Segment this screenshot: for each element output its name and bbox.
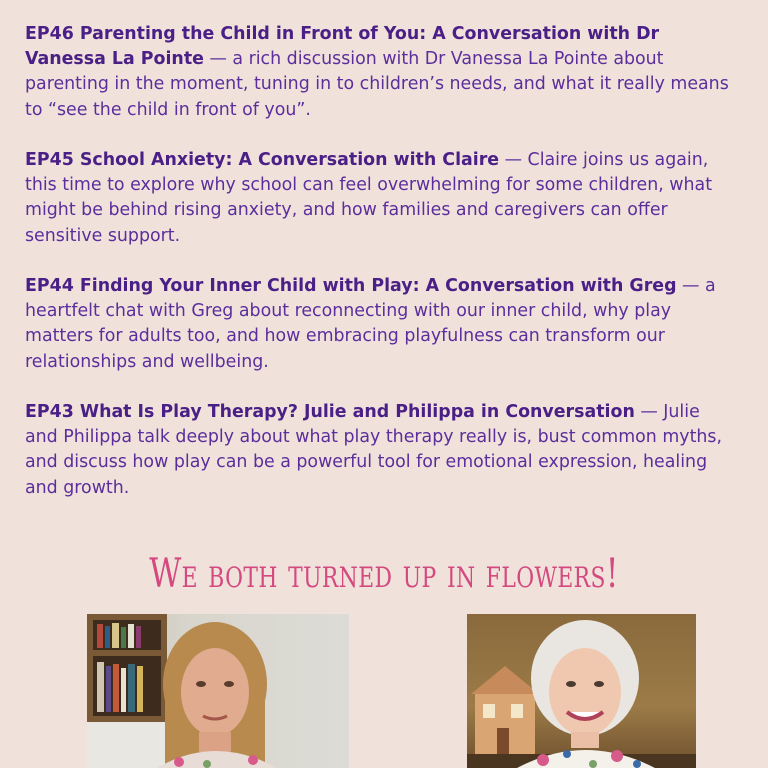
person-photo-right (467, 614, 696, 768)
episode-description: — Julie and Philippa talk deeply about what play therapy really is, bust common myths, and discuss how play can be a powerful tool for emotional expression, healing and growth. (25, 402, 723, 498)
episode-title: EP44 Finding Your Inner Child with Play: A Conversation with Greg (25, 276, 677, 296)
episode-ep44 (25, 274, 735, 375)
episode-description: — a heartfelt chat with Greg about reconnecting with our inner child, why play matters for adults too, and how embracing playfulness can transform our relationships and wellbeing. (25, 276, 716, 372)
photo-julie (87, 614, 349, 768)
episode-title: EP46 Parenting the Child in Front of You: A Conversation with Dr Vanessa La Pointe (25, 24, 660, 70)
episode-ep45 (25, 148, 735, 249)
photo-philippa (467, 614, 696, 768)
episode-ep43 (25, 400, 735, 501)
episode-title: EP45 School Anxiety: A Conversation with Claire (25, 150, 500, 170)
episode-description: — a rich discussion with Dr Vanessa La Pointe about parenting in the moment, tuning in to children’s needs, and what it really means to “see the child in front of you”. (25, 49, 729, 120)
episode-ep46 (25, 22, 735, 123)
person-photo-left (87, 614, 349, 768)
episode-title: EP43 What Is Play Therapy? Julie and Philippa in Conversation (25, 402, 635, 422)
episode-description: — Claire joins us again, this time to explore why school can feel overwhelming for some children, what might be behind rising anxiety, and how families and caregivers can offer sensitive support. (25, 150, 713, 246)
headline: We both turned up in flowers! (149, 551, 619, 597)
episode-list (25, 22, 735, 501)
